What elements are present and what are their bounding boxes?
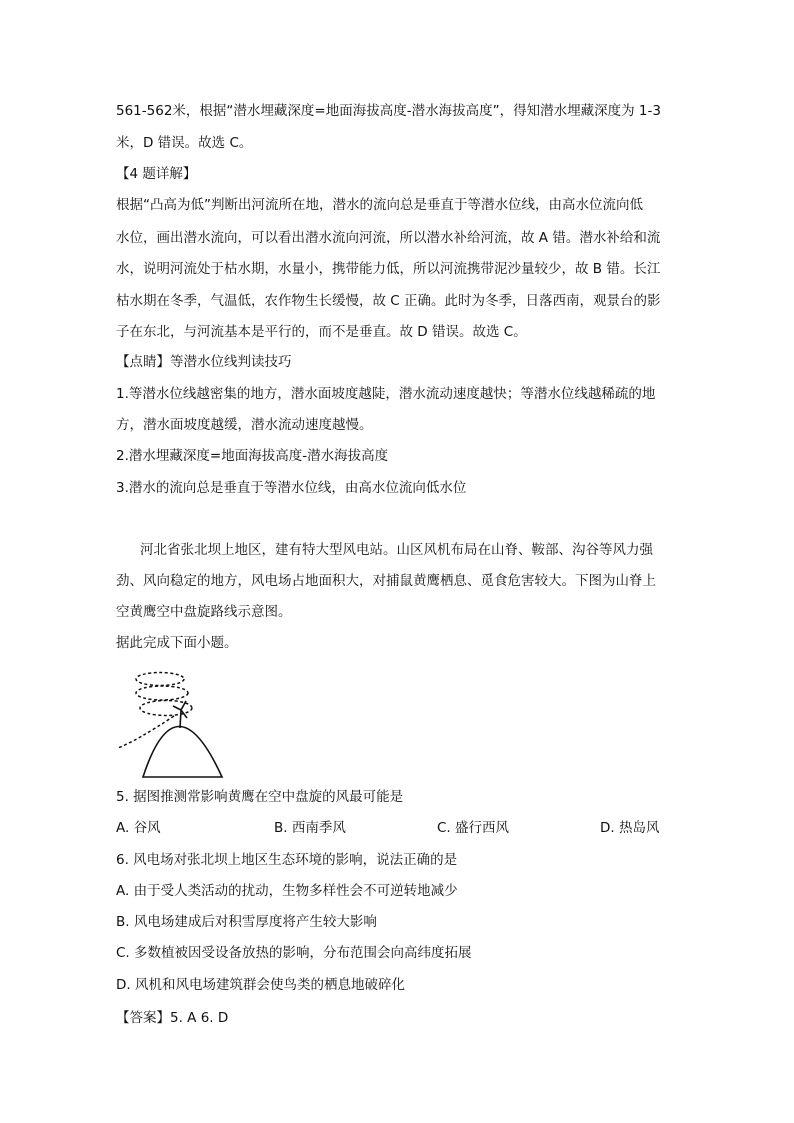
tip-item-1a: 1.等潜水位线越密集的地方，潜水面坡度越陡，潜水流动速度越快；等潜水位线越稀疏的地 (116, 386, 656, 402)
text-line-1: 561-562米，根据“潜水埋藏深度=地面海拔高度-潜水海拔高度”，得知潜水埋藏深度为 1-3 (116, 103, 661, 119)
mountain-icon (143, 727, 222, 778)
q5-option-d: D. 热岛风 (600, 820, 660, 836)
answer-line: 【答案】5. A 6. D (116, 1010, 229, 1026)
q5-option-a: A. 谷风 (116, 820, 161, 836)
passage-line-2: 劲、风向稳定的地方，风电场占地面积大，对捕鼠黄鹰栖息、觅食危害较大。下图为山脊上 (116, 573, 656, 589)
passage-line-3: 空黄鹰空中盘旋路线示意图。 (116, 604, 292, 620)
text-line-5: 水位，画出潜水流向，可以看出潜水流向河流，所以潜水补给河流，故 A 错。潜水补给和流 (116, 230, 661, 246)
text-line-8: 子在东北，与河流基本是平行的，而不是垂直。故 D 错误。故选 C。 (116, 324, 527, 340)
passage-line-1: 河北省张北坝上地区，建有特大型风电站。山区风机布局在山脊、鞍部、沟谷等风力强 (140, 542, 653, 558)
passage-line-4: 据此完成下面小题。 (116, 635, 238, 651)
tip-item-2: 2.潜水埋藏深度=地面海拔高度-潜水海拔高度 (116, 448, 389, 464)
text-line-7: 枯水期在冬季，气温低，农作物生长缓慢，故 C 正确。此时为冬季，日落西南，观景台的影 (116, 293, 661, 309)
q5-option-c: C. 盛行西风 (437, 820, 510, 836)
q6-option-c: C. 多数植被因受设备放热的影响，分布范围会向高纬度拓展 (116, 945, 472, 961)
tip-heading: 【点睛】等潜水位线判读技巧 (116, 354, 292, 370)
tip-item-1b: 方，潜水面坡度越缓，潜水流动速度越慢。 (116, 417, 373, 433)
text-line-4: 根据“凸高为低”判断出河流所在地，潜水的流向总是垂直于等潜水位线，由高水位流向低 (116, 197, 643, 213)
text-line-6: 水，说明河流处于枯水期，水量小，携带能力低，所以河流携带泥沙量较少，故 B 错。长江 (116, 261, 661, 277)
q6-option-b: B. 风电场建成后对积雪厚度将产生较大影响 (116, 914, 377, 930)
text-line-2: 米，D 错误。故选 C。 (116, 135, 253, 151)
q6-option-a: A. 由于受人类活动的扰动，生物多样性会不可逆转地减少 (116, 883, 458, 899)
hawk-flight-diagram (116, 666, 226, 782)
question-6: 6. 风电场对张北坝上地区生态环境的影响，说法正确的是 (116, 852, 458, 868)
q6-option-d: D. 风机和风电场建筑群会使鸟类的栖息地破碎化 (116, 977, 405, 993)
question-5: 5. 据图推测常影响黄鹰在空中盘旋的风最可能是 (116, 789, 404, 805)
q5-option-b: B. 西南季风 (274, 820, 346, 836)
tip-item-3: 3.潜水的流向总是垂直于等潜水位线，由高水位流向低水位 (116, 480, 467, 496)
section-heading-q4: 【4 题详解】 (116, 166, 197, 182)
